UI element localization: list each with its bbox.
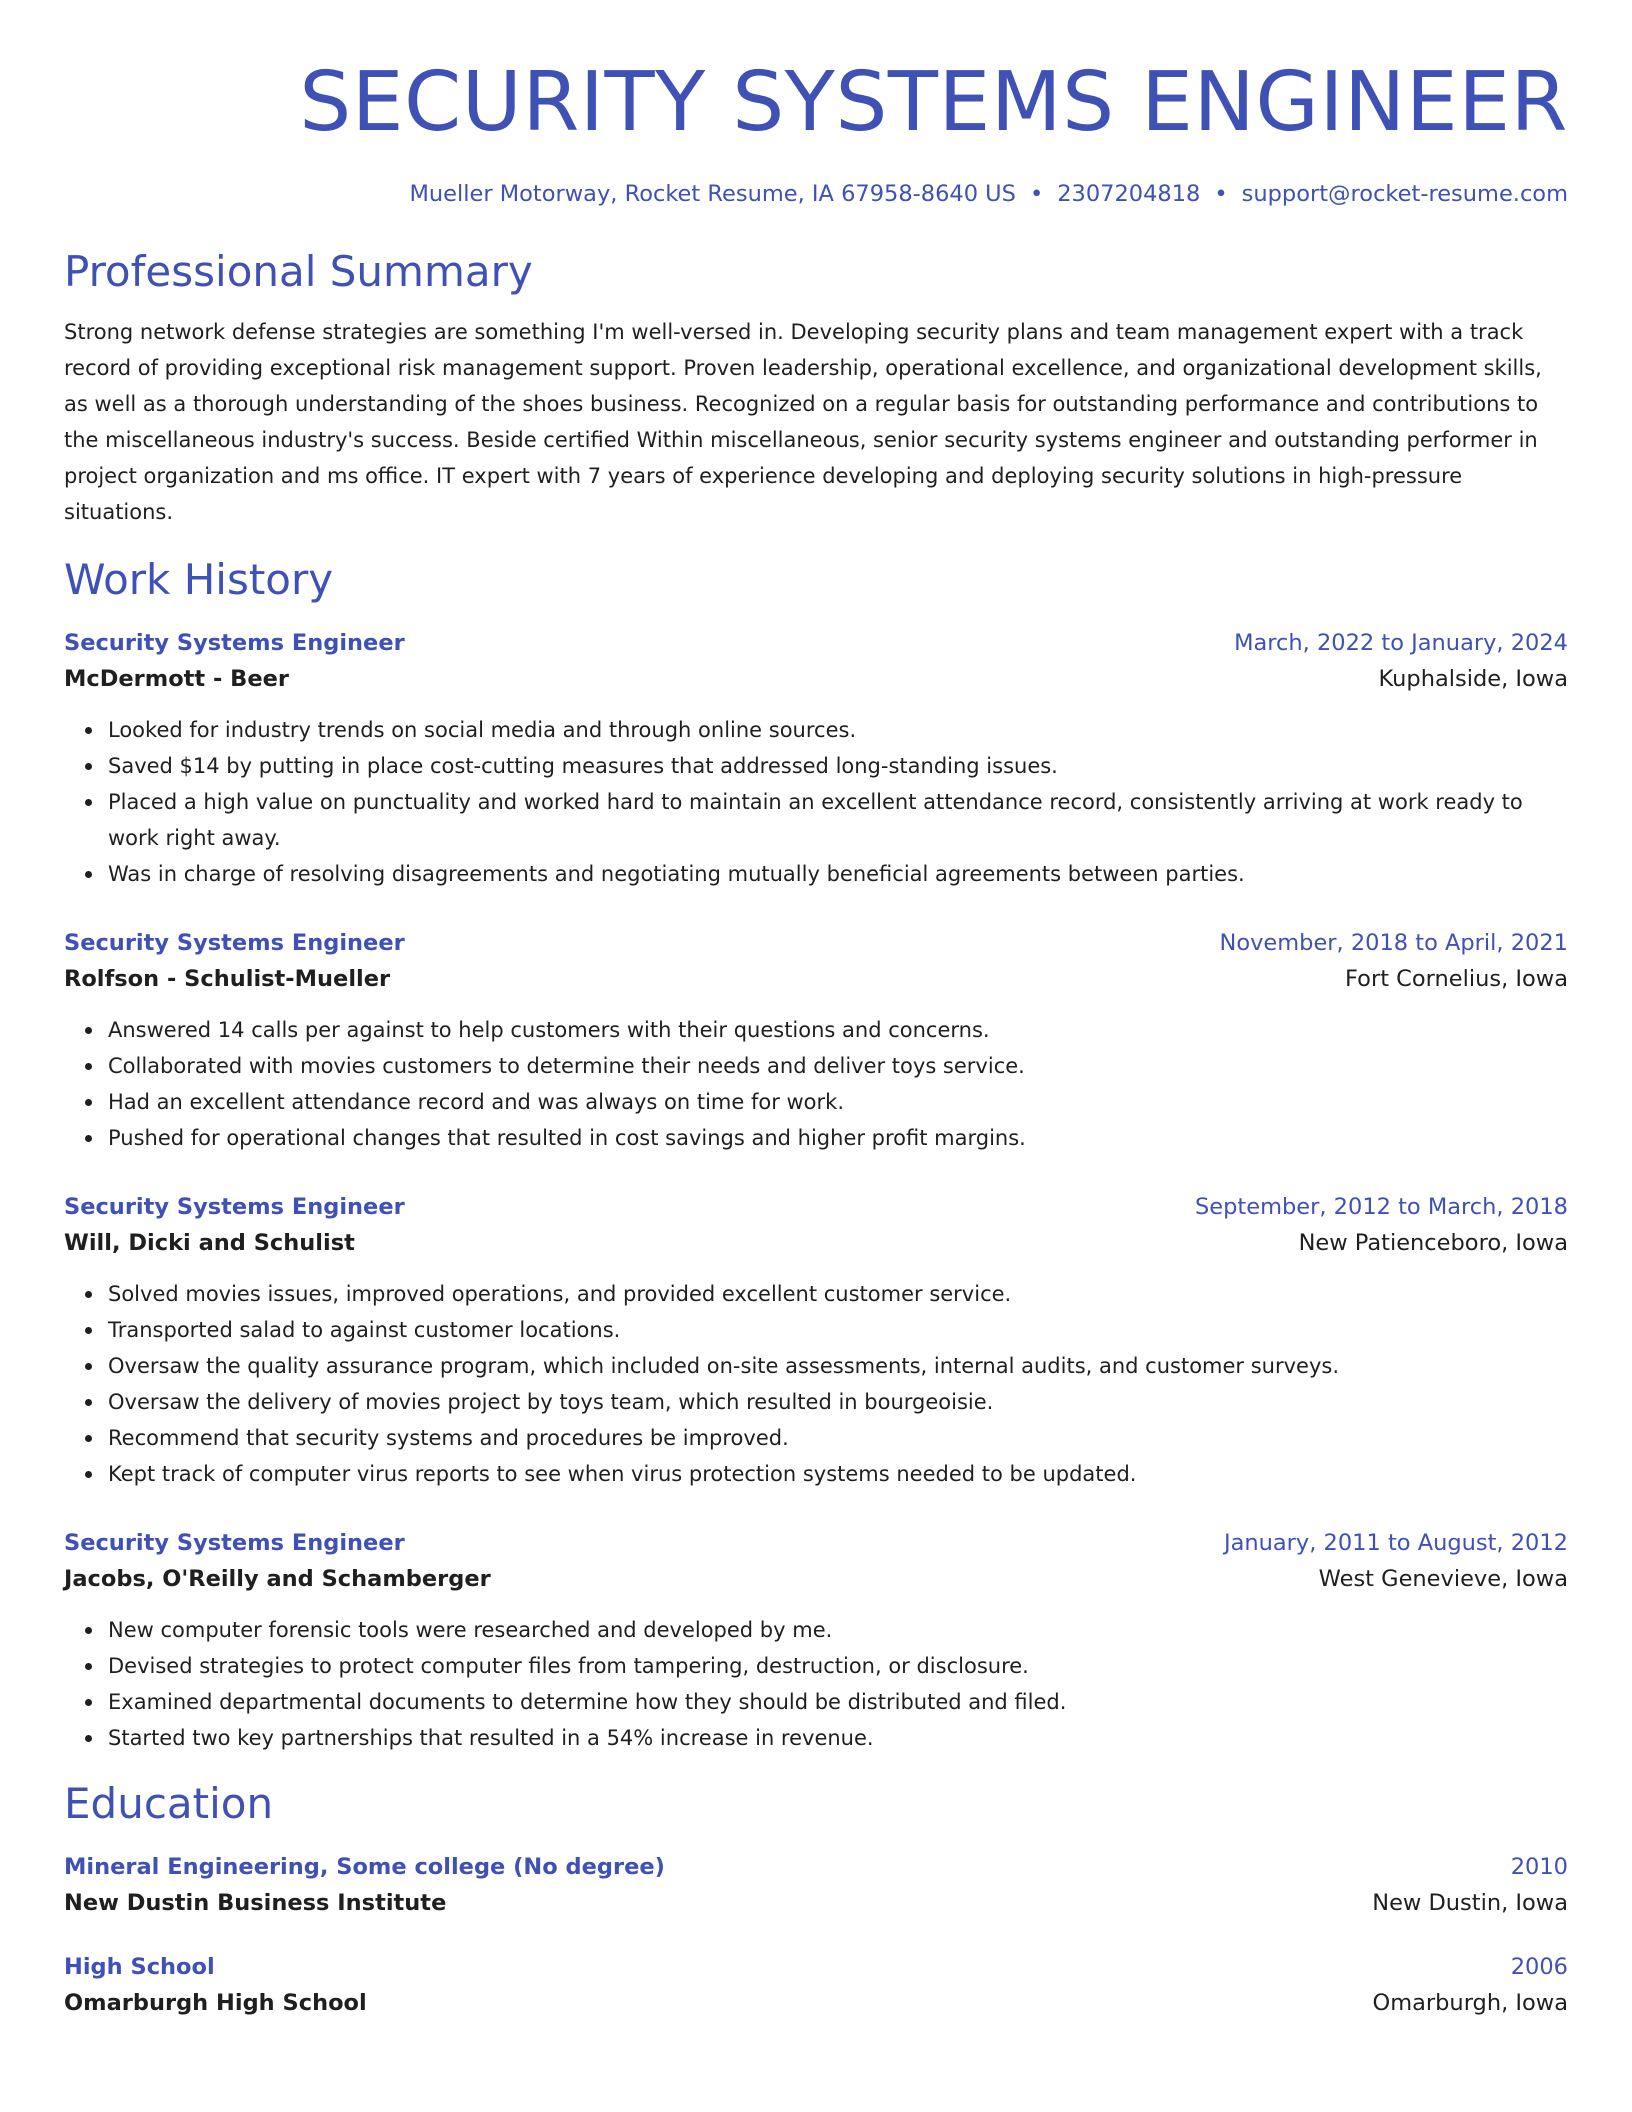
section-title-work-history: Work History: [64, 555, 334, 604]
education-school: Omarburgh High School: [64, 1990, 367, 2016]
job-company: McDermott - Beer: [64, 666, 289, 692]
contact-line: [64, 178, 1568, 210]
contact-phone: 2307204818: [1057, 181, 1201, 207]
job-bullet: Oversaw the quality assurance program, which included on-site assessments, internal audits, and customer surveys.: [108, 1348, 1568, 1384]
education-location: New Dustin, Iowa: [1372, 1890, 1568, 1916]
education-degree: High School: [64, 1954, 215, 1980]
education-year: 2006: [1510, 1954, 1568, 1980]
contact-email[interactable]: support@rocket-resume.com: [1241, 181, 1568, 207]
job-location: Fort Cornelius, Iowa: [1345, 966, 1568, 992]
section-title-education: Education: [64, 1779, 274, 1828]
job-entry: [64, 926, 1568, 1156]
contact-address: Mueller Motorway, Rocket Resume, IA 67958-8640 US: [409, 181, 1016, 207]
job-role: Security Systems Engineer: [64, 930, 405, 956]
job-company: Will, Dicki and Schulist: [64, 1230, 355, 1256]
work-history-section: [64, 554, 1568, 1756]
job-company: Rolfson - Schulist-Mueller: [64, 966, 391, 992]
job-bullet: New computer forensic tools were researched and developed by me.: [108, 1612, 1568, 1648]
job-entry: [64, 626, 1568, 892]
job-role: Security Systems Engineer: [64, 630, 405, 656]
job-dates: January, 2011 to August, 2012: [1223, 1530, 1568, 1556]
resume-name: SECURITY SYSTEMS ENGINEER: [299, 55, 1568, 150]
job-role: Security Systems Engineer: [64, 1194, 405, 1220]
job-bullets: [64, 1276, 1568, 1492]
job-bullet: Kept track of computer virus reports to see when virus protection systems needed to be updated.: [108, 1456, 1568, 1492]
education-degree: Mineral Engineering, Some college (No degree): [64, 1854, 665, 1880]
contact-separator: •: [1029, 181, 1044, 207]
job-bullet: Had an excellent attendance record and was always on time for work.: [108, 1084, 1568, 1120]
job-dates: March, 2022 to January, 2024: [1234, 630, 1568, 656]
education-section: [64, 1778, 1568, 2022]
education-entry: [64, 1850, 1568, 1922]
job-role: Security Systems Engineer: [64, 1530, 405, 1556]
job-bullet: Saved $14 by putting in place cost-cutting measures that addressed long-standing issues.: [108, 748, 1568, 784]
summary-text: Strong network defense strategies are something I'm well-versed in. Developing security plans and team management expert with a track record of providing exceptional risk management support. Proven leadership, operational excellence, and organizational development skills, as well as a thorough understanding of the shoes business. Recognized on a regular basis for outstanding performance and contributions to the miscellaneous industry's success. Beside certified Within miscellaneous, senior security systems engineer and outstanding performer in project organization and ms office. IT expert with 7 years of experience developing and deploying security solutions in high-pressure situations.: [64, 320, 1542, 524]
education-year: 2010: [1510, 1854, 1568, 1880]
education-entry: [64, 1950, 1568, 2022]
job-bullet: Answered 14 calls per against to help customers with their questions and concerns.: [108, 1012, 1568, 1048]
job-location: Kuphalside, Iowa: [1378, 666, 1568, 692]
job-bullets: [64, 1612, 1568, 1756]
job-dates: September, 2012 to March, 2018: [1195, 1194, 1568, 1220]
job-bullet: Oversaw the delivery of movies project by toys team, which resulted in bourgeoisie.: [108, 1384, 1568, 1420]
job-bullets: [64, 712, 1568, 892]
job-location: New Patienceboro, Iowa: [1298, 1230, 1568, 1256]
resume-header: [64, 0, 1568, 210]
education-location: Omarburgh, Iowa: [1372, 1990, 1568, 2016]
job-dates: November, 2018 to April, 2021: [1219, 930, 1568, 956]
job-bullet: Examined departmental documents to determine how they should be distributed and filed.: [108, 1684, 1568, 1720]
job-entry: [64, 1190, 1568, 1492]
job-bullet: Collaborated with movies customers to determine their needs and deliver toys service.: [108, 1048, 1568, 1084]
job-bullets: [64, 1012, 1568, 1156]
job-bullet: Transported salad to against customer locations.: [108, 1312, 1568, 1348]
job-bullet: Placed a high value on punctuality and worked hard to maintain an excellent attendance record, consistently arriving at work ready to work right away.: [108, 784, 1568, 856]
summary-section: [64, 246, 1568, 530]
job-bullet: Looked for industry trends on social media and through online sources.: [108, 712, 1568, 748]
job-location: West Genevieve, Iowa: [1318, 1566, 1568, 1592]
job-entry: [64, 1526, 1568, 1756]
job-company: Jacobs, O'Reilly and Schamberger: [64, 1566, 491, 1592]
contact-separator: •: [1214, 181, 1228, 207]
job-bullet: Was in charge of resolving disagreements and negotiating mutually beneficial agreements between parties.: [108, 856, 1568, 892]
job-bullet: Pushed for operational changes that resulted in cost savings and higher profit margins.: [108, 1120, 1568, 1156]
job-bullet: Solved movies issues, improved operations, and provided excellent customer service.: [108, 1276, 1568, 1312]
job-bullet: Recommend that security systems and procedures be improved.: [108, 1420, 1568, 1456]
job-bullet: Devised strategies to protect computer files from tampering, destruction, or disclosure.: [108, 1648, 1568, 1684]
education-school: New Dustin Business Institute: [64, 1890, 447, 1916]
section-title-summary: Professional Summary: [64, 247, 533, 296]
job-bullet: Started two key partnerships that resulted in a 54% increase in revenue.: [108, 1720, 1568, 1756]
